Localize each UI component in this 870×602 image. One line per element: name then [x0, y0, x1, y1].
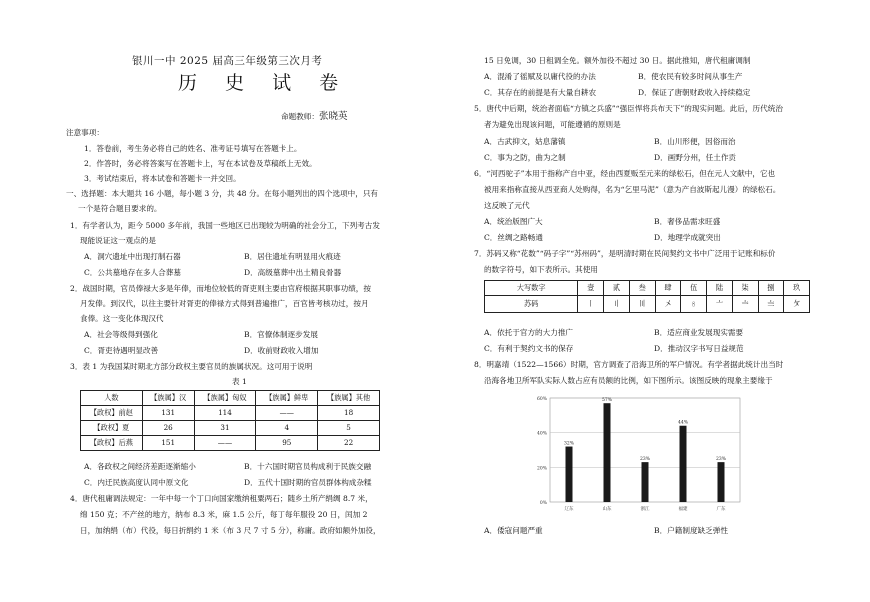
q4-stem: 日，加纳绢（布）代役，每日折绢约 1 米（布 3 尺 7 寸 5 分），称庸。政府如额外加役， — [80, 526, 381, 535]
table-cell: 叁 — [629, 281, 655, 296]
q1-stem: 1．有学者认为，距今 5000 多年前，我国一些地区已出现较为明确的社会分工，下列考古发 — [70, 221, 380, 230]
x-tick-label: 福建 — [678, 507, 688, 512]
q5-option-b[interactable]: B．山川形便，因俗而治 — [654, 137, 736, 146]
table-cell: 柒 — [732, 281, 758, 296]
table-cell: —— — [256, 406, 318, 421]
suzhou-numeral-glyph: 〧 — [732, 296, 758, 313]
table-row — [485, 296, 810, 313]
table-cell: 捌 — [758, 281, 784, 296]
q5-option-d[interactable]: D．画野分州，任土作贡 — [654, 153, 737, 162]
q4-option-b[interactable]: B．使农民有较多时间从事生产 — [638, 72, 743, 81]
q8-stem: 沿海各地卫所军队实际人数占应有员额的比例，如下图所示。该图反映的现象主要缘于 — [484, 376, 773, 385]
right-column — [470, 0, 815, 602]
q2-stem: 2．战国时期，官员俸禄大多是年俸，而地位较低的胥吏则主要由官府根据其职事功绩，按 — [70, 284, 371, 293]
y-tick-label: 40% — [536, 431, 547, 437]
table-cell: 玖 — [784, 281, 810, 296]
q1-option-c[interactable]: C．公共墓地存在多人合葬墓 — [84, 268, 181, 277]
table-cell: 31 — [194, 421, 256, 436]
q5-stem: 5．唐代中后期，统治者面临“方镇之兵盛”“强臣悍将兵布天下”的现实问题。此后，历代统治 — [474, 104, 783, 113]
teacher-line — [281, 110, 347, 124]
table-cell: 贰 — [604, 281, 630, 296]
table-row — [485, 281, 810, 296]
paper-title: 历 史 试 卷 — [178, 72, 350, 94]
chart-bar — [680, 426, 687, 502]
q5-option-a[interactable]: A．古武抑文，姑息藩镇 — [484, 137, 566, 146]
table-header: 人数 — [81, 391, 143, 406]
x-tick-label: 山东 — [602, 507, 612, 512]
q8-stem: 8．明嘉靖（1522—1566）时期，官方调查了沿海卫所的军户情况。有学者据此统计出当时 — [474, 360, 784, 369]
section-heading-cont: 一个是符合题目要求的。 — [78, 204, 162, 213]
table-cell: 151 — [142, 436, 194, 451]
q8-option-b[interactable]: B．户籍制度缺乏弹性 — [654, 526, 728, 535]
table-header: 【族属】鲜卑 — [256, 391, 318, 406]
table-cell: 18 — [318, 406, 380, 421]
q7-stem: 的数字符号，如下表所示。其使用 — [484, 265, 598, 274]
bar-value-label: 57% — [601, 398, 613, 404]
teacher-label: 命题教师： — [281, 112, 319, 121]
q2-stem: 食俸。这一变化体现汉代 — [80, 314, 164, 323]
q7-option-b[interactable]: B．适应商业发展现实需要 — [654, 328, 744, 337]
suzhou-numeral-glyph: 〤 — [655, 296, 681, 313]
suzhou-numeral-glyph: 〦 — [707, 296, 733, 313]
table-header: 【族属】匈奴 — [194, 391, 256, 406]
section-heading: 一、选择题：本大题共 16 小题，每小题 3 分，共 48 分。在每小题列出的四个选项中，只有 — [66, 189, 379, 198]
table-cell: 114 — [194, 406, 256, 421]
table-cell: 伍 — [681, 281, 707, 296]
q3-option-c[interactable]: C．内迁民族高度认同中原文化 — [84, 478, 189, 487]
q6-option-d[interactable]: D．地理学成就突出 — [654, 233, 721, 242]
table-cell: 26 — [142, 421, 194, 436]
table-caption: 表 1 — [232, 377, 247, 386]
table-cell: 95 — [256, 436, 318, 451]
suzhou-numeral-glyph: 〡 — [578, 296, 604, 313]
bar-value-label: 32% — [563, 441, 575, 447]
chart-bar — [566, 447, 573, 502]
school-title: 银川一中 2025 届高三年级第三次月考 — [132, 55, 323, 67]
bar-value-label: 44% — [677, 420, 689, 426]
q1-option-b[interactable]: B．居住遗址有明显用火痕迹 — [244, 252, 341, 261]
q3-option-b[interactable]: B．十六国时期官员构成利于民族交融 — [244, 462, 372, 471]
table-row — [81, 436, 380, 451]
table-cell: —— — [194, 436, 256, 451]
suzhou-numeral-glyph: 〥 — [681, 296, 707, 313]
table-cell: 22 — [318, 436, 380, 451]
table-cell: 苏码 — [485, 296, 578, 313]
q2-option-d[interactable]: D．收前财政收入增加 — [244, 346, 319, 355]
q4-option-d[interactable]: D．保证了唐朝财政收入持续稳定 — [638, 88, 751, 97]
left-column — [66, 0, 418, 602]
q4-cont-stem: 15 日免调，30 日租调全免。额外加役不超过 30 日。据此推知，唐代租庸调制 — [484, 56, 751, 65]
suzhou-numeral-glyph: 〢 — [604, 296, 630, 313]
notes-heading: 注意事项： — [66, 128, 104, 137]
table-header-row — [81, 391, 380, 406]
y-tick-label: 60% — [536, 397, 547, 402]
table-cell: 【政权】后燕 — [81, 436, 143, 451]
y-tick-label: 0% — [539, 501, 547, 506]
table-cell: 【政权】前赵 — [81, 406, 143, 421]
q7-option-c[interactable]: C．有利于契约文书的保存 — [484, 344, 574, 353]
q7-table — [484, 280, 810, 313]
table-cell: 5 — [318, 421, 380, 436]
q2-option-b[interactable]: B．官僚体制逐步发展 — [244, 330, 318, 339]
x-tick-label: 辽东 — [564, 507, 574, 512]
q2-option-c[interactable]: C．胥吏待遇明显改善 — [84, 346, 159, 355]
table-cell: 大写数字 — [485, 281, 578, 296]
q6-option-a[interactable]: A．统治版图广大 — [484, 217, 543, 226]
x-tick-label: 浙江 — [640, 507, 650, 512]
q2-stem: 月发俸。到汉代，以往主要针对胥吏的俸禄方式得到普遍推广，百官皆考核功过，按月 — [80, 299, 369, 308]
q4-option-c[interactable]: C．其存在的前提是有大量自耕农 — [484, 88, 597, 97]
chart-bar — [642, 462, 649, 502]
suzhou-numeral-glyph: 〩 — [784, 296, 810, 313]
q5-option-c[interactable]: C．事为之防，曲为之制 — [484, 153, 566, 162]
q8-bar-chart — [528, 392, 748, 518]
suzhou-numeral-glyph: 〣 — [629, 296, 655, 313]
table-cell: 【政权】夏 — [81, 421, 143, 436]
q4-stem: 绵 150 克；不产丝的地方，纳布 8.3 米，麻 1.5 公斤，每丁每年服役 20 日，闰加 2 — [80, 510, 368, 519]
table-cell: 陆 — [707, 281, 733, 296]
note-item: 3．考试结束后，将本试卷和答题卡一并交回。 — [84, 174, 241, 183]
table-cell: 131 — [142, 406, 194, 421]
bar-value-label: 23% — [639, 457, 651, 463]
q6-option-b[interactable]: B．奢侈品需求旺盛 — [654, 217, 721, 226]
q4-option-a[interactable]: A．混淆了徭赋及以庸代役的办法 — [484, 72, 596, 81]
suzhou-numeral-glyph: 〨 — [758, 296, 784, 313]
q6-stem: 6．“河西驼子”本用于指称产自中亚，经由西夏贩至元来的绿松石，但在元人文献中，它也 — [474, 169, 776, 178]
q2-option-a[interactable]: A．社会等级得到强化 — [84, 330, 158, 339]
table-row — [81, 406, 380, 421]
q3-stem: 3．表 1 为我国某时期北方部分政权主要官员的族属状况。这可用于说明 — [70, 362, 313, 371]
q5-stem: 者为避免出现该问题，可能遵循的原则是 — [484, 120, 621, 129]
q7-option-d[interactable]: D．推动汉字书写日益规范 — [654, 344, 744, 353]
q3-table — [80, 390, 380, 451]
q4-stem: 4．唐代租庸调法规定：一年中每一个丁口向国家缴纳租粟两石；随乡土所产绢绸 8.7 米， — [70, 494, 373, 503]
x-tick-label: 广东 — [716, 507, 726, 512]
table-cell: 4 — [256, 421, 318, 436]
table-cell: 肆 — [655, 281, 681, 296]
y-tick-label: 20% — [536, 466, 547, 472]
q3-option-a[interactable]: A．各政权之间经济差距逐渐缩小 — [84, 462, 196, 471]
q3-option-d[interactable]: D．五代十国时期的官员群体构成杂糅 — [244, 478, 372, 487]
table-header: 【族属】汉 — [142, 391, 194, 406]
bar-value-label: 23% — [715, 457, 727, 463]
q8-option-a[interactable]: A．倭寇问题严重 — [484, 526, 543, 535]
chart-bar — [718, 462, 725, 502]
teacher-name: 张晓英 — [318, 111, 348, 122]
note-item: 1．答卷前，考生务必将自己的姓名、准考证号填写在答题卡上。 — [84, 144, 302, 153]
q1-stem: 现能说证这一观点的是 — [80, 236, 156, 245]
table-cell: 壹 — [578, 281, 604, 296]
q6-stem: 这反映了元代 — [484, 201, 530, 210]
q7-stem: 7．苏码又称“花数”“码子字”“苏州码”，是明清时期在民间契约文书中广泛用于记账和标价 — [474, 249, 776, 258]
q6-option-c[interactable]: C．丝绸之路畅通 — [484, 233, 543, 242]
note-item: 2．作答时，务必将答案写在答题卡上，写在本试卷及草稿纸上无效。 — [84, 159, 317, 168]
table-row — [81, 421, 380, 436]
q1-option-a[interactable]: A．洞穴遗址中出现打制石器 — [84, 252, 181, 261]
q6-stem: 被用来指称直接从西亚商人处购得，名为“乞里马泥”（意为产自波斯起儿漫）的绿松石。 — [484, 185, 781, 194]
chart-bar — [604, 403, 611, 502]
q1-option-d[interactable]: D．高级墓葬中出土精良骨器 — [244, 268, 342, 277]
table-header: 【族属】其他 — [318, 391, 380, 406]
q7-option-a[interactable]: A．依托于官方的大力推广 — [484, 328, 574, 337]
